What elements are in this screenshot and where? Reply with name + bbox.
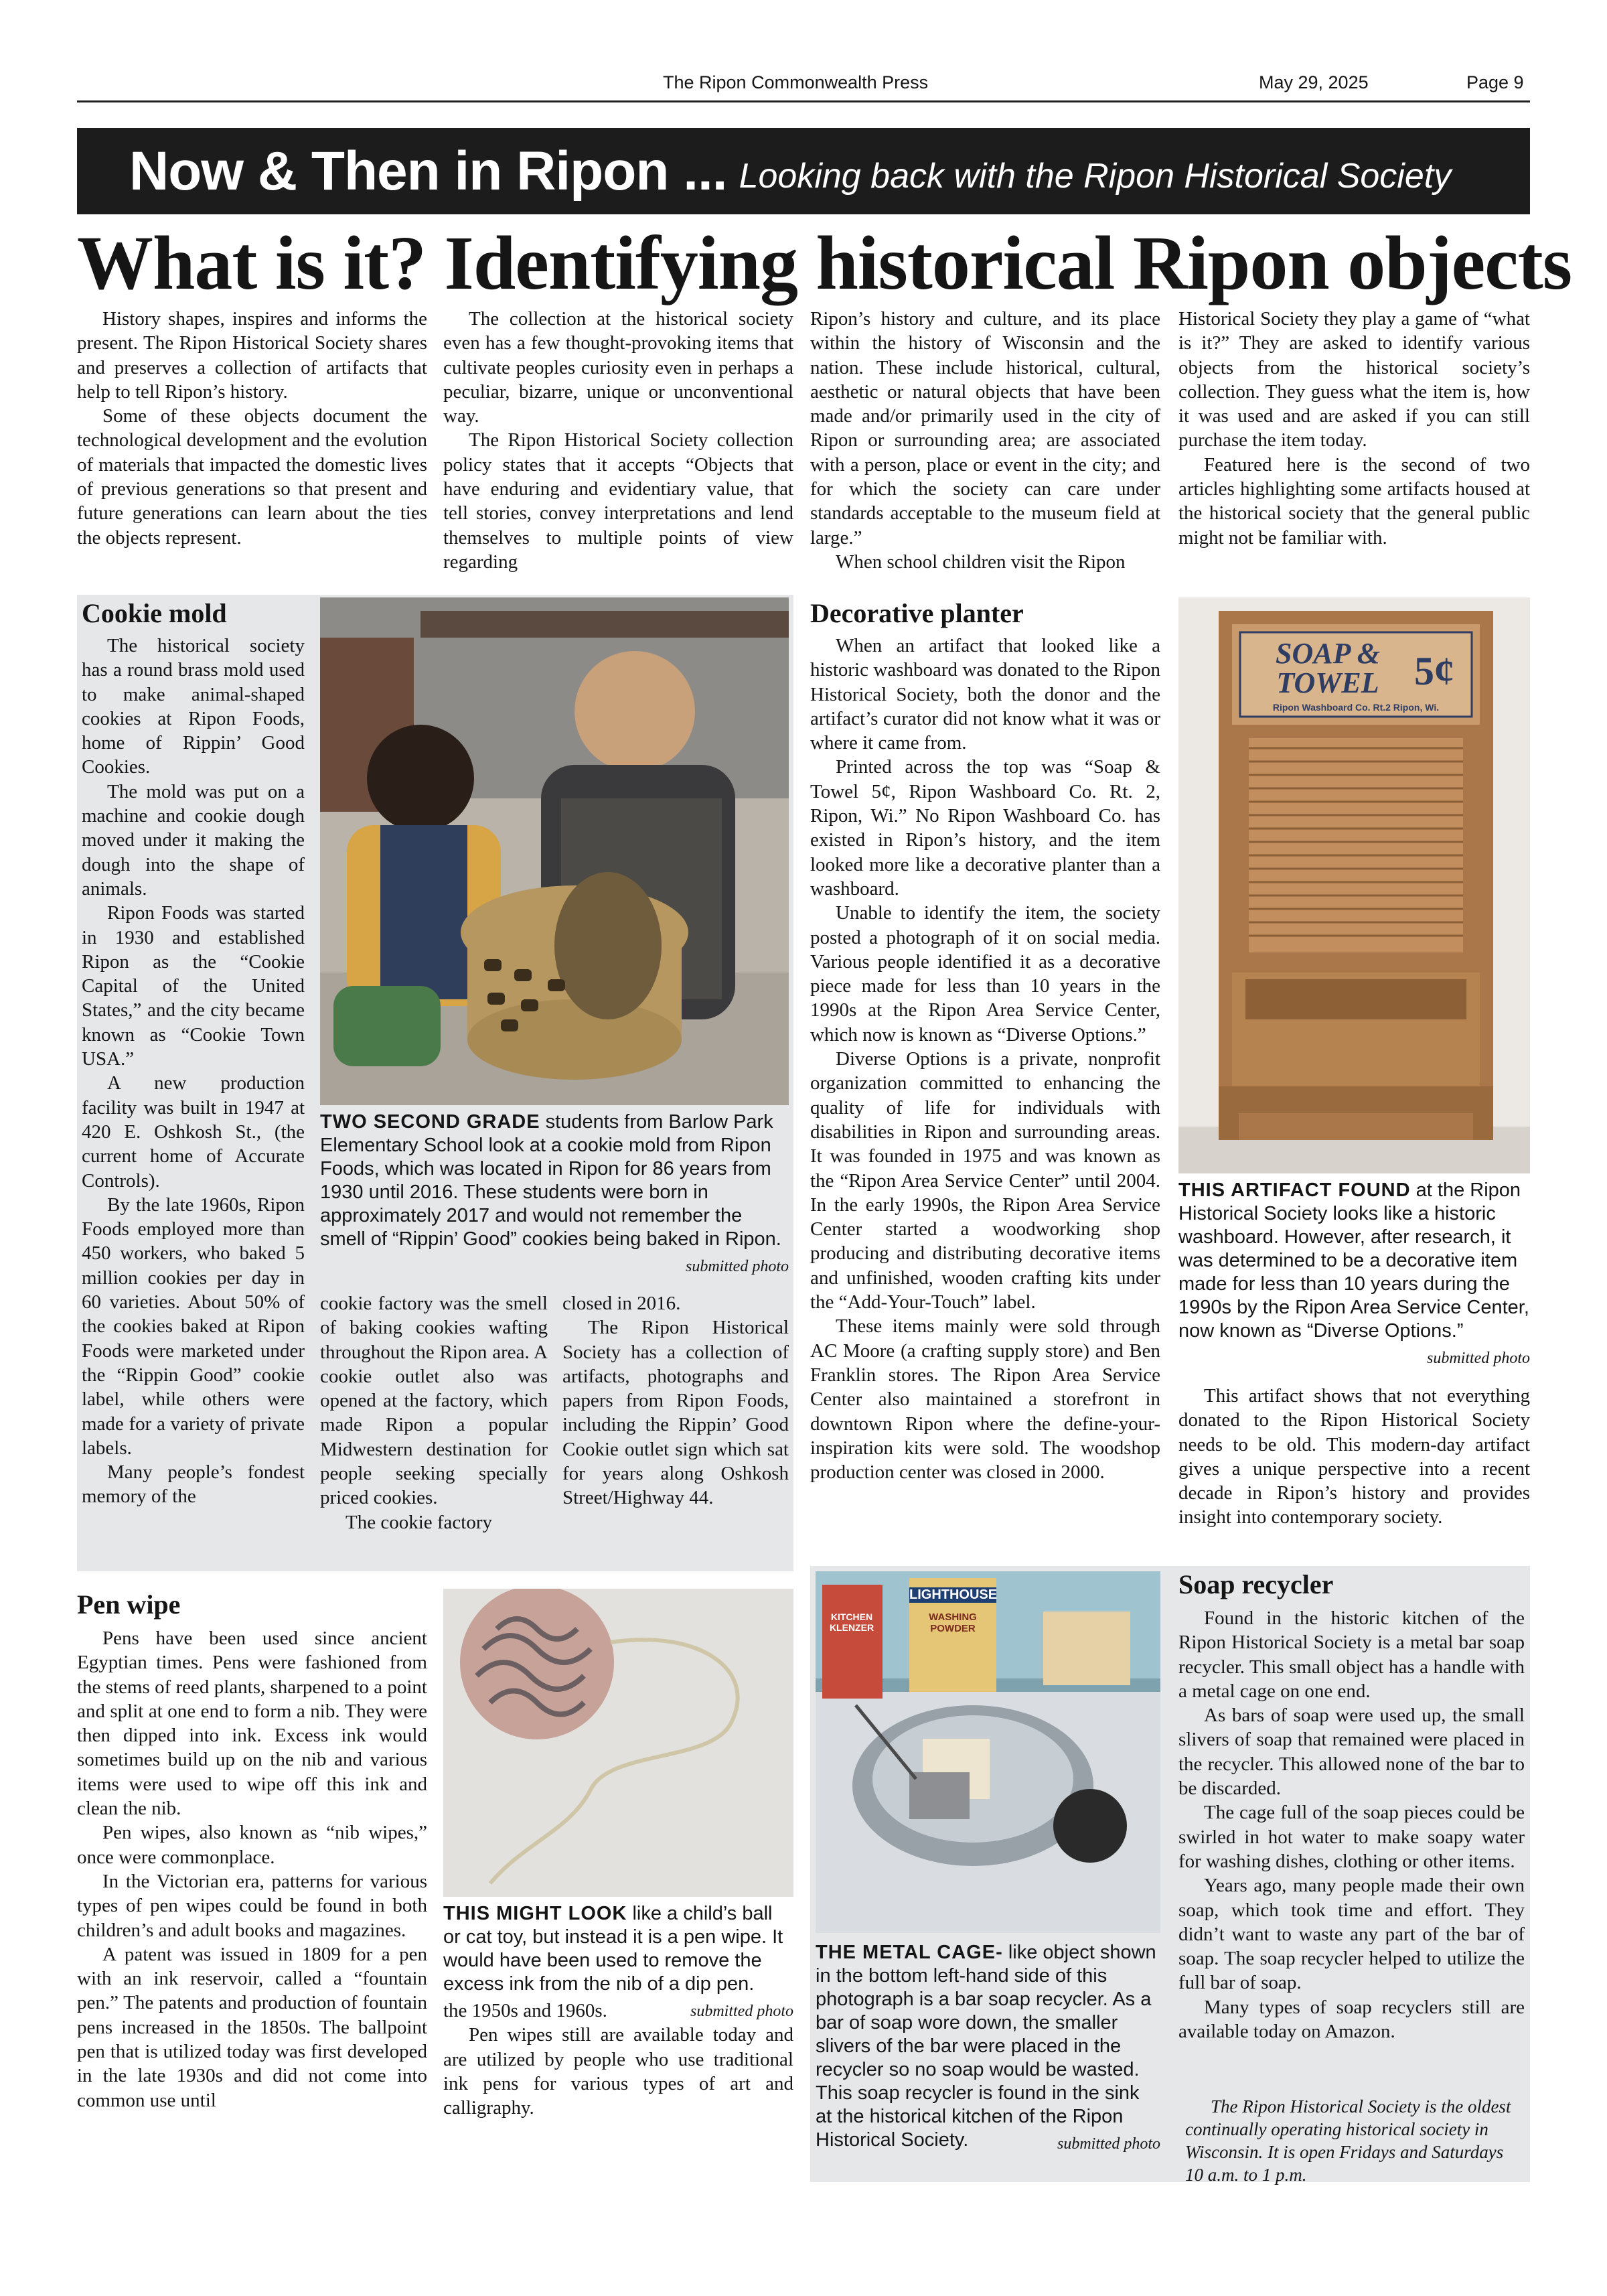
sign-line-1: SOAP & — [1275, 637, 1381, 670]
planter-paragraph: When an artifact that looked like a historic washboard was donated to the Ripon Historical Society, both the donor and the artifact’s curator did not know what it was or where it came from. — [810, 635, 1160, 754]
intro-paragraph: Some of these objects document the technological development and the evolution of materials that impacted the domestic lives of previous generations so that present and future generations can learn about the ties the objects represent. — [77, 405, 427, 549]
page-number: Page 9 — [1466, 72, 1524, 92]
washboard-photo — [1178, 597, 1530, 1173]
intro-column-2 — [443, 307, 793, 574]
pen-wipe-photo — [443, 1589, 793, 1897]
caption-text: like object shown in the bottom left-hand side of this photograph is a bar soap recycler. As a bar of soap wore down, the smaller slivers of the bar were placed in the recycler so no soap would be wasted. This soap recycler is found in the sink at the historical kitchen of the Ripon Historical Society. — [816, 1942, 1156, 2151]
planter-paragraph: Printed across the top was “Soap & Towel 5¢, Ripon Washboard Co. Rt. 2, Ripon, Wi.” No Ripon Washboard Co. has existed in Ripon’s history, and the item looked more like a decorative planter than a washboard. — [810, 756, 1160, 900]
cookie-mold-photo — [320, 597, 789, 1105]
header-rule — [77, 100, 1530, 102]
soap-recycler-photo — [816, 1571, 1160, 1933]
banner-subtitle: Looking back with the Ripon Historical Society — [739, 156, 1452, 196]
soap-paragraph: Years ago, many people made their own soap, which took time and effort. They didn’t want to waste any part of the bar of soap. The soap recycler helped to utilize the full bar of soap. — [1178, 1875, 1525, 1994]
can-label-washing-powder: WASHING POWDER — [929, 1611, 977, 1634]
caption-lead: TWO SECOND GRADE — [320, 1111, 540, 1133]
pen-wipe-heading: Pen wipe — [77, 1589, 181, 1620]
cookie-paragraph: Many people’s fondest memory of the — [82, 1461, 305, 1508]
cookie-paragraph: closed in 2016. — [562, 1293, 681, 1314]
soap-recycler-column — [1178, 1606, 1525, 2043]
cookie-paragraph: cookie factory was the smell of baking cookies wafting throughout the Ripon area. A cookie outlet also was opened at the factory, which made Ripon a popular Midwestern destination for people seeking specially priced cookies. — [320, 1293, 548, 1509]
caption-text: students from Barlow Park Elementary School look at a cookie mold from Ripon Foods, which was located in Ripon for 86 years from 1930 until 2016. These students were born in approximately 2017 and would not remember the smell of “Rippin’ Good” cookies being baked in Ripon. — [320, 1111, 781, 1250]
cookie-paragraph: The historical society has a round brass mold used to make animal-shaped cookies at Ripon Foods, home of Rippin’ Good Cookies. — [82, 635, 305, 778]
photo-credit: submitted photo — [686, 1258, 789, 1275]
cookie-paragraph: The cookie factory — [346, 1511, 493, 1533]
pen-paragraph: Pen wipes, also known as “nib wipes,” once were commonplace. — [77, 1822, 427, 1868]
cookie-paragraph: Ripon Foods was started in 1930 and established Ripon as the “Cookie Capital of the United States,” and the city became known as “Cookie Town USA.” — [82, 902, 305, 1070]
intro-paragraph: The Ripon Historical Society collection policy states that it accepts “Objects that have enduring and evidentiary value, that tell stories, convey interpretations and lend themselves to multiple points of view regarding — [443, 429, 793, 573]
intro-paragraph: Ripon’s history and culture, and its place within the history of Wisconsin and the nation. These include historical, cultural, aesthetic or natural objects that have been made and/or primarily used in the city of Ripon or surrounding area; are associated with a person, place or event in the city; and for which the society can care under standards acceptable to the museum field at large.” — [810, 308, 1160, 549]
issue-date: May 29, 2025 — [1259, 72, 1369, 92]
intro-paragraph: History shapes, inspires and informs the present. The Ripon Historical Society shares and preserves a collection of artifacts that help to tell Ripon’s history. — [77, 308, 427, 403]
cookie-mold-column-right — [562, 1291, 789, 1510]
soap-recycler-heading: Soap recycler — [1178, 1569, 1334, 1599]
intro-paragraph: Historical Society they play a game of “what is it?” They are asked to identify various objects from the historical society’s collection. They guess what the item is, how it was used and are asked if you can still purchase the item today. — [1178, 308, 1530, 451]
soap-recycler-caption — [816, 1941, 1160, 2156]
planter-column — [810, 634, 1160, 1484]
washboard-sign-price: 5¢ — [1414, 649, 1454, 693]
planter-after-caption — [1178, 1384, 1530, 1530]
cookie-mold-heading: Cookie mold — [82, 598, 227, 628]
caption-text: like a child’s ball or cat toy, but instead it is a pen wipe. It would have been used to remove the excess ink from the nib of a dip pen. — [443, 1903, 783, 1995]
soap-paragraph: As bars of soap were used up, the small slivers of soap that remained were placed in the recycler. This allowed none of the bar to be discarded. — [1178, 1705, 1525, 1800]
intro-column-1 — [77, 307, 427, 550]
cookie-mold-column-mid — [320, 1291, 548, 1534]
planter-paragraph: This artifact shows that not everything donated to the Ripon Historical Society needs to be old. This modern-day artifact gives a unique perspective into a recent decade in Ripon’s history and provides insight into contemporary society. — [1178, 1385, 1530, 1528]
can-label-kitchen-klenzer: KITCHEN KLENZER — [829, 1611, 874, 1633]
planter-paragraph: Unable to identify the item, the society posted a photograph of it on social media. Various people identified it as a decorative piece made for less than 10 years in the 1990s at the Ripon Area Service Center, which now is known as “Diverse Options.” — [810, 902, 1160, 1046]
soap-paragraph: Found in the historic kitchen of the Ripon Historical Society is a metal bar soap recycler. This small object has a handle with a metal cage on one end. — [1178, 1607, 1525, 1702]
sign-line-2: TOWEL — [1276, 666, 1379, 699]
pen-wipe-column-right — [443, 1999, 793, 2120]
caption-text: at the Ripon Historical Society looks like a historic washboard. However, after research, it was determined to be a decorative item made for less than 10 years during the 1990s by the Ripon Area Service Center, now known as “Diverse Options.” — [1178, 1179, 1529, 1342]
intro-column-3 — [810, 307, 1160, 574]
cookie-mold-caption — [320, 1110, 789, 1279]
planter-paragraph: Diverse Options is a private, nonprofit organization committed to enhancing the quality of life for individuals with disabilities in Ripon and surrounding areas. It was founded in 1975 and was known as the “Ripon Area Service Center” until 2004. In the early 1990s, the Ripon Area Service Center started a woodworking shop producing and distributing decorative items and unfinished, wooden crafting kits under the “Add-Your-Touch” label. — [810, 1048, 1160, 1313]
intro-paragraph: The collection at the historical society even has a few thought-provoking items that cultivate peoples curiosity even in perhaps a peculiar, bizarre, unique or unconventional way. — [443, 308, 793, 427]
pen-paragraph: A patent was issued in 1809 for a pen with an ink reservoir, called a “fountain pen.” The patents and production of fountain pens increased in the 1850s. The ballpoint pen that is utilized today was first developed in the late 1930s and did not come into common use until — [77, 1943, 427, 2111]
soap-paragraph: The cage full of the soap pieces could be swirled in hot water to make soapy water for washing dishes, clothing or other items. — [1178, 1802, 1525, 1872]
caption-lead: THE METAL CAGE- — [816, 1942, 1003, 1963]
caption-lead: THIS ARTIFACT FOUND — [1178, 1179, 1411, 1201]
washboard-sign-title — [1244, 639, 1411, 698]
cookie-paragraph: A new production facility was built in 1947 at 420 E. Oshkosh St., (the current home of Accurate Controls). — [82, 1072, 305, 1192]
cookie-paragraph: By the late 1960s, Ripon Foods employed more than 450 workers, who baked 5 million cookies per day in 60 varieties. About 50% of the cookies baked at Ripon Foods were marketed under the “Rippin Good” cookie label, while others were made for a variety of private labels. — [82, 1194, 305, 1459]
photo-credit: submitted photo — [1057, 2135, 1160, 2153]
article-headline: What is it? Identifying historical Ripon objects — [77, 220, 1572, 305]
pen-wipe-photo-art — [443, 1589, 793, 1897]
planter-heading: Decorative planter — [810, 598, 1024, 628]
cookie-mold-photo-art — [320, 597, 789, 1105]
caption-lead: THIS MIGHT LOOK — [443, 1903, 627, 1924]
section-banner — [77, 128, 1530, 214]
planter-paragraph: These items mainly were sold through AC Moore (a crafting supply store) and Ben Franklin stores. The Ripon Area Service Center also maintained a storefront in downtown Ripon where the define-your-inspiration kits were sold. The woodshop production center was closed in 2000. — [810, 1315, 1160, 1484]
society-footnote: The Ripon Historical Society is the oldest continually operating historical society in Wisconsin. It is open Fridays and Saturdays 10 a.m. to 1 p.m. — [1185, 2096, 1511, 2185]
soap-paragraph: Many types of soap recyclers still are available today on Amazon. — [1178, 1996, 1525, 2043]
pen-paragraph: Pen wipes still are available today and are utilized by people who use traditional ink pens for various types of art and calligraphy. — [443, 2024, 793, 2119]
intro-column-4 — [1178, 307, 1530, 550]
photo-credit: submitted photo — [690, 2003, 793, 2020]
cookie-mold-column-left — [82, 634, 305, 1509]
washboard-sign-small: Ripon Washboard Co. Rt.2 Ripon, Wi. — [1272, 702, 1440, 713]
can-label-lighthouse: LIGHTHOUSE — [909, 1587, 998, 1602]
intro-paragraph: Featured here is the second of two articles highlighting some artifacts housed at the historical society that the general public might not be familiar with. — [1178, 453, 1530, 549]
washboard-caption — [1178, 1179, 1530, 1370]
photo-credit: submitted photo — [1427, 1350, 1530, 1367]
pen-paragraph: Pens have been used since ancient Egyptian times. Pens were fashioned from the stems of reed plants, sharpened to a point and split at one end to form a nib. They were then dipped into ink. Excess ink would sometimes build up on the nib and various items were used to wipe off this ink and clean the nib. — [77, 1628, 427, 1820]
intro-paragraph: When school children visit the Ripon — [836, 551, 1126, 573]
cookie-paragraph: The mold was put on a machine and cookie dough moved under it making the dough into the shape of animals. — [82, 780, 305, 900]
pen-paragraph: In the Victorian era, patterns for various types of pen wipes could be found in both children’s and adult books and magazines. — [77, 1870, 427, 1941]
pen-paragraph: the 1950s and 1960s. — [443, 2000, 607, 2021]
pen-wipe-column-left — [77, 1626, 427, 2112]
paper-name: The Ripon Commonwealth Press — [663, 72, 929, 92]
banner-title: Now & Then in Ripon ... — [129, 140, 727, 202]
cookie-paragraph: The Ripon Historical Society has a collection of artifacts, photographs and papers from Ripon Foods, including the Rippin’ Good Cookie outlet sign which sat for years along Oshkosh Street/Highway 44. — [562, 1317, 789, 1509]
